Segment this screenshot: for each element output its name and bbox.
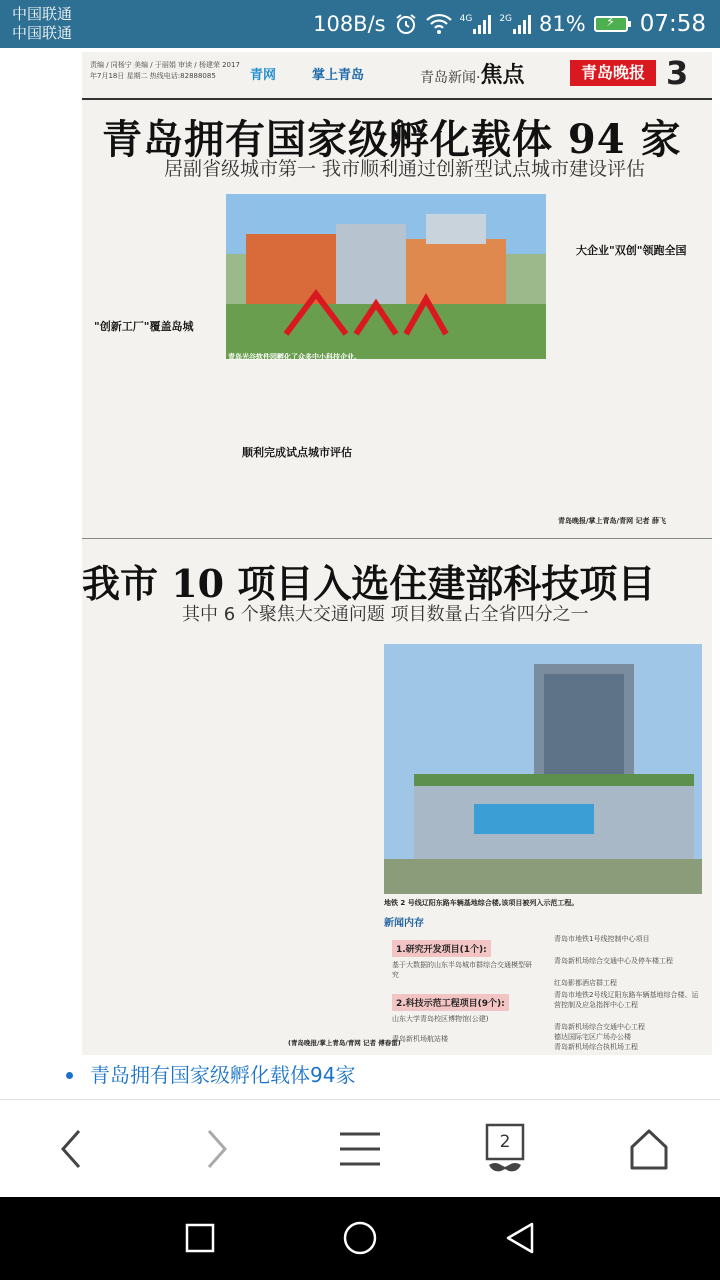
tabs-button[interactable] xyxy=(470,1114,540,1184)
info-list-item-7: 青岛新机场综合交通中心工程 xyxy=(554,1023,645,1031)
info-tag-demo: 2.科技示范工程项目(9个): xyxy=(392,994,509,1011)
metro-depot-building-photo xyxy=(384,644,702,894)
tab-count: 2 xyxy=(499,1132,511,1152)
article-1-body-col-1 xyxy=(90,194,218,312)
newspaper-header xyxy=(82,52,712,100)
article-1-body-col-6 xyxy=(558,260,708,512)
article-2-body-col-2 xyxy=(188,636,280,1048)
home-circle-icon xyxy=(342,1220,378,1256)
qingwang-logo: 青网 xyxy=(250,68,277,83)
back-icon xyxy=(59,1127,83,1171)
article-1-headline: 青岛拥有国家级孵化载体 94 家 xyxy=(102,116,682,163)
signal-4g-icon: 4G xyxy=(460,14,492,34)
recents-icon xyxy=(185,1223,215,1253)
info-list-item-9: 青岛新机场综合执机场工程 xyxy=(554,1043,638,1051)
article-2-subhead: 其中 6 个聚焦大交通问题 项目数量占全省四分之一 xyxy=(182,604,589,625)
article-1-byline: 青岛晚报/掌上青岛/青网 记者 薛飞 xyxy=(558,517,666,525)
info-tag-research: 1.研究开发项目(1个): xyxy=(392,940,491,957)
back-button[interactable] xyxy=(36,1114,106,1184)
section-title xyxy=(420,58,524,89)
info-list-item-8: 德达国际宅区广场办公楼 xyxy=(554,1033,631,1041)
article-1-subheading-2: 顺利完成试点城市评估 xyxy=(242,446,352,459)
menu-button[interactable] xyxy=(325,1114,395,1184)
status-indicators xyxy=(313,0,706,48)
info-list-item-4: 青岛市地铁2号线辽阳东路车辆基地综合楼、运营控制及应急指挥中心工程 xyxy=(554,991,699,1009)
home-button[interactable] xyxy=(614,1114,684,1184)
article-1-body-col-1b xyxy=(90,336,218,532)
article-1-body-col-3 xyxy=(320,370,402,530)
back-triangle-icon xyxy=(504,1221,536,1255)
carrier-2: 中国联通 xyxy=(12,24,73,42)
browser-toolbar xyxy=(0,1099,720,1198)
info-list-item-1: 青岛市地铁1号线控制中心项目 xyxy=(554,935,650,943)
article-link-1-label: 青岛拥有国家级孵化载体94家 xyxy=(90,1063,356,1087)
battery-percent: 81% xyxy=(539,12,586,36)
article-1-body-col-4 xyxy=(410,370,492,530)
home-icon xyxy=(629,1128,669,1170)
incubator-park-photo xyxy=(226,194,546,359)
system-navigation-bar xyxy=(0,1197,720,1280)
forward-button[interactable] xyxy=(182,1114,252,1184)
article-1-subhead: 居副省级城市第一 我市顺利通过创新型试点城市建设评估 xyxy=(164,158,646,180)
forward-icon xyxy=(205,1127,229,1171)
info-list-item-3: 红岛影都酒店群工程 xyxy=(554,979,617,987)
newspaper-brand-logo: 青岛晚报 xyxy=(570,60,656,86)
signal-2g-icon: 2G xyxy=(499,14,531,34)
status-bar xyxy=(0,0,720,48)
zhangshang-qingdao-logo: 掌上青岛 xyxy=(312,68,365,83)
bullet xyxy=(66,1072,73,1079)
section-name: 焦点 xyxy=(480,63,525,88)
article-1-body-col-5 xyxy=(558,194,708,240)
carrier-names xyxy=(12,5,72,43)
article-2-byline: (青岛晚报/掌上青岛/青网 记者 傅春雷) xyxy=(288,1039,401,1047)
system-back-button[interactable] xyxy=(485,1203,555,1273)
menu-icon xyxy=(338,1131,382,1167)
info-research-item: 基于大数据的山东半岛城市群综合交通模型研究 xyxy=(392,961,532,979)
info-list-item-5: 山东大学青岛校区博物馆(公建) xyxy=(392,1015,489,1023)
info-list-item-2: 青岛新机场综合交通中心及停车楼工程 xyxy=(554,957,673,965)
recents-button[interactable] xyxy=(165,1203,235,1273)
info-list-item-6: 青岛新机场航站楼 xyxy=(392,1035,448,1043)
section-prefix: 青岛新闻· xyxy=(420,70,481,86)
net-speed: 108B/s xyxy=(313,12,386,36)
article-1-subheading-1: "创新工厂"覆盖岛城 xyxy=(94,320,194,333)
header-meta: 责编 / 同杨宁 美编 / 于丽娟 审读 / 杨建荣 2017年7月18日 星期二 热线电话:82888085 xyxy=(90,61,240,80)
wifi-icon xyxy=(426,13,452,35)
battery-charging-icon: ⚡ xyxy=(594,16,628,32)
article-link-1[interactable] xyxy=(60,1058,700,1092)
article-1-photo-caption: 青岛光谷软件园孵化了众多中小科技企业。 xyxy=(228,353,361,361)
clock: 07:58 xyxy=(639,11,706,37)
system-home-button[interactable] xyxy=(325,1203,395,1273)
article-2-body-col-1 xyxy=(90,636,182,1048)
article-divider xyxy=(82,538,712,539)
article-2-body-col-3 xyxy=(286,636,378,1036)
article-2-headline: 我市 10 项目入选住建部科技项目 xyxy=(82,561,656,606)
carrier-1: 中国联通 xyxy=(12,5,73,23)
news-info-box xyxy=(384,914,706,1054)
newspaper-page-image xyxy=(82,52,712,1055)
article-1-subheading-3: 大企业"双创"领跑全国 xyxy=(576,244,687,257)
article-2-photo-caption: 地铁 2 号线辽阳东路车辆基地综合楼,该项目被列入示范工程。 xyxy=(384,899,579,907)
info-box-title: 新闻内存 xyxy=(384,918,424,929)
page-number: 3 xyxy=(666,54,689,92)
alarm-icon xyxy=(394,12,418,36)
